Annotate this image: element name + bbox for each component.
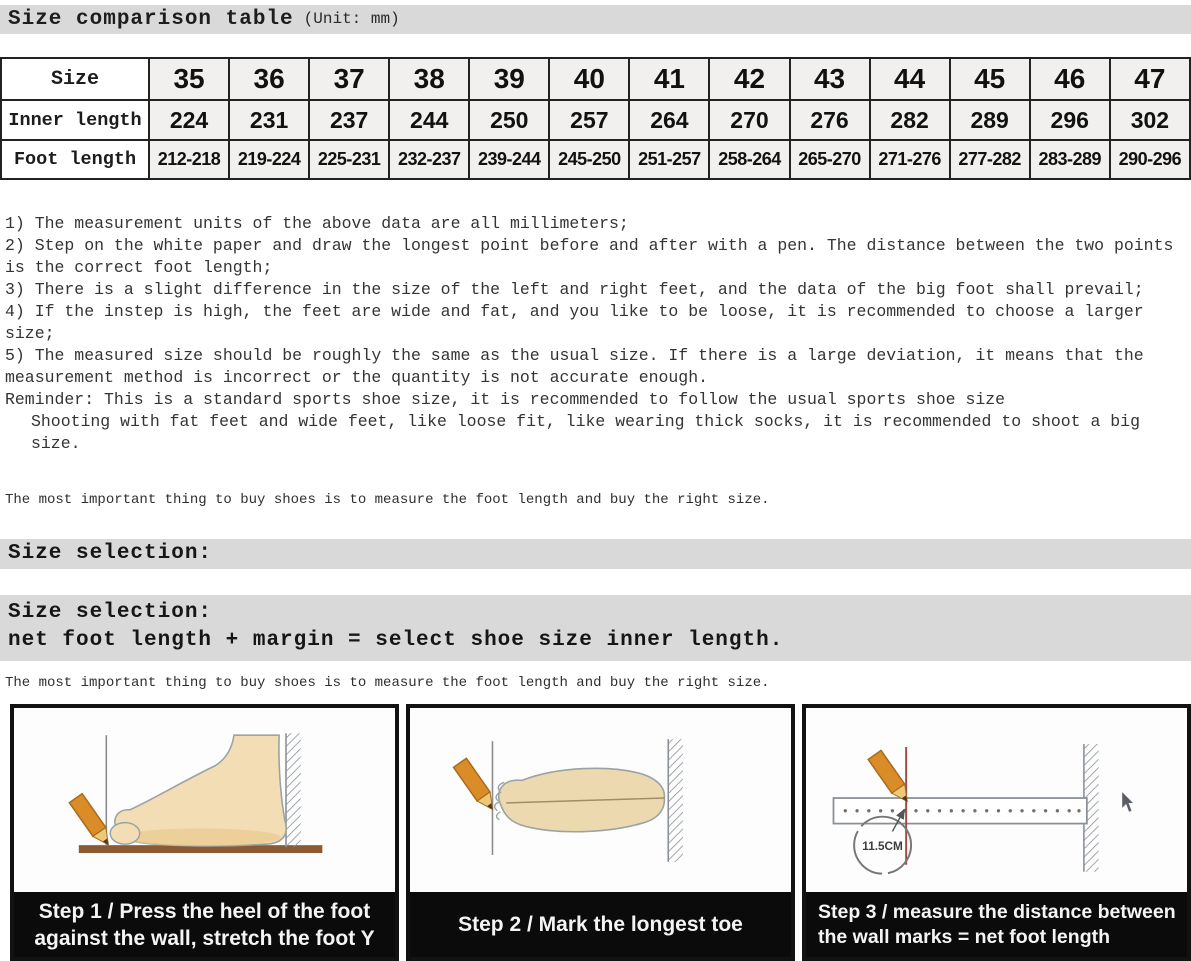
row-label-foot-length: Foot length [1, 140, 149, 179]
foot-shading [120, 828, 281, 846]
foot-length-cell: 212-218 [149, 140, 229, 179]
step2-panel [406, 704, 795, 961]
foot-length-cell: 277-282 [950, 140, 1030, 179]
inner-length-cell: 289 [950, 100, 1030, 140]
foot-side-view-illustration [14, 708, 395, 892]
size-cell: 44 [870, 58, 950, 100]
inner-length-cell: 276 [790, 100, 870, 140]
foot-length-cell: 245-250 [549, 140, 629, 179]
wall-hatch [668, 739, 683, 862]
inner-length-cell: 244 [389, 100, 469, 140]
foot-length-cell: 271-276 [870, 140, 950, 179]
size-cell: 37 [309, 58, 389, 100]
step2-caption: Step 2 / Mark the longest toe [410, 892, 791, 957]
foot-length-cell: 283-289 [1030, 140, 1110, 179]
size-cell: 35 [149, 58, 229, 100]
foot-length-cell: 232-237 [389, 140, 469, 179]
inner-length-cell: 264 [629, 100, 709, 140]
foot-length-cell: 219-224 [229, 140, 309, 179]
foot-length-cell: 239-244 [469, 140, 549, 179]
measurement-step-panels [10, 704, 1191, 961]
size-comparison-table [0, 57, 1191, 180]
size-selection-block [0, 595, 1191, 661]
size-cell: 47 [1110, 58, 1190, 100]
note-reminder-2: Shooting with fat feet and wide feet, like loose fit, like wearing thick socks, it is recommended to shoot a big size. [31, 412, 1140, 453]
table-row-size [1, 58, 1190, 100]
inner-length-cell: 302 [1110, 100, 1190, 140]
table-row-foot-length [1, 140, 1190, 179]
note-line-4: 4) If the instep is high, the feet are wide and fat, and you like to be loose, it is recommended to choose a larger size; [5, 302, 1144, 343]
step1-illustration [14, 708, 395, 892]
wall-hatch [286, 733, 301, 847]
size-cell: 45 [950, 58, 1030, 100]
important-note-repeat: The most important thing to buy shoes is to measure the foot length and buy the right size. [5, 675, 770, 691]
important-note: The most important thing to buy shoes is to measure the foot length and buy the right size. [5, 492, 770, 508]
inner-length-cell: 237 [309, 100, 389, 140]
row-label-inner-length: Inner length [1, 100, 149, 140]
table-row-inner-length [1, 100, 1190, 140]
step3-illustration [806, 708, 1187, 892]
step2-illustration [410, 708, 791, 892]
measurement-notes [0, 213, 1187, 455]
foot-length-cell: 258-264 [709, 140, 789, 179]
inner-length-cell: 270 [709, 100, 789, 140]
inner-length-cell: 296 [1030, 100, 1110, 140]
size-selection-title: Size selection: [8, 601, 213, 624]
foot-length-cell: 251-257 [629, 140, 709, 179]
size-cell: 43 [790, 58, 870, 100]
inner-length-cell: 257 [549, 100, 629, 140]
step3-panel [802, 704, 1191, 961]
size-cell: 40 [549, 58, 629, 100]
step1-caption: Step 1 / Press the heel of the foot against the wall, stretch the foot Y [14, 892, 395, 957]
foot-top-view-illustration [410, 708, 791, 892]
note-line-1: 1) The measurement units of the above data are all millimeters; [5, 214, 629, 233]
note-line-2: 2) Step on the white paper and draw the longest point before and after with a pen. The distance between the two points is the correct foot length; [5, 236, 1174, 277]
note-reminder: Reminder: This is a standard sports shoe size, it is recommended to follow the usual sports shoe size [5, 390, 1006, 409]
size-table-unit-label: (Unit: mm) [303, 10, 400, 28]
pencil-icon [69, 794, 115, 850]
inner-length-cell: 231 [229, 100, 309, 140]
big-toe [110, 823, 139, 845]
size-selection-bar: Size selection: [0, 539, 1191, 569]
size-cell: 46 [1030, 58, 1110, 100]
size-cell: 42 [709, 58, 789, 100]
foot-length-cell: 225-231 [309, 140, 389, 179]
size-cell: 36 [229, 58, 309, 100]
foot-length-cell: 265-270 [790, 140, 870, 179]
size-table-title: Size comparison table [8, 8, 294, 31]
size-selection-formula: net foot length + margin = select shoe size inner length. [8, 629, 784, 652]
note-line-3: 3) There is a slight difference in the size of the left and right feet, and the data of the big foot shall prevail; [5, 280, 1144, 299]
row-label-size: Size [1, 58, 149, 100]
note-line-5: 5) The measured size should be roughly the same as the usual size. If there is a large deviation, it means that the measurement method is incorrect or the quantity is not accurate enough. [5, 346, 1144, 387]
inner-length-cell: 282 [870, 100, 950, 140]
size-cell: 38 [389, 58, 469, 100]
measurement-label: 11.5CM [862, 840, 903, 854]
ruler-measurement-illustration [806, 708, 1187, 892]
size-cell: 39 [469, 58, 549, 100]
size-table-header-bar [0, 5, 1191, 34]
cursor-arrow-icon [1122, 792, 1133, 812]
step3-caption: Step 3 / measure the distance between the wall marks = net foot length [806, 892, 1187, 957]
foot-length-cell: 290-296 [1110, 140, 1190, 179]
inner-length-cell: 250 [469, 100, 549, 140]
step1-panel [10, 704, 399, 961]
inner-length-cell: 224 [149, 100, 229, 140]
size-cell: 41 [629, 58, 709, 100]
